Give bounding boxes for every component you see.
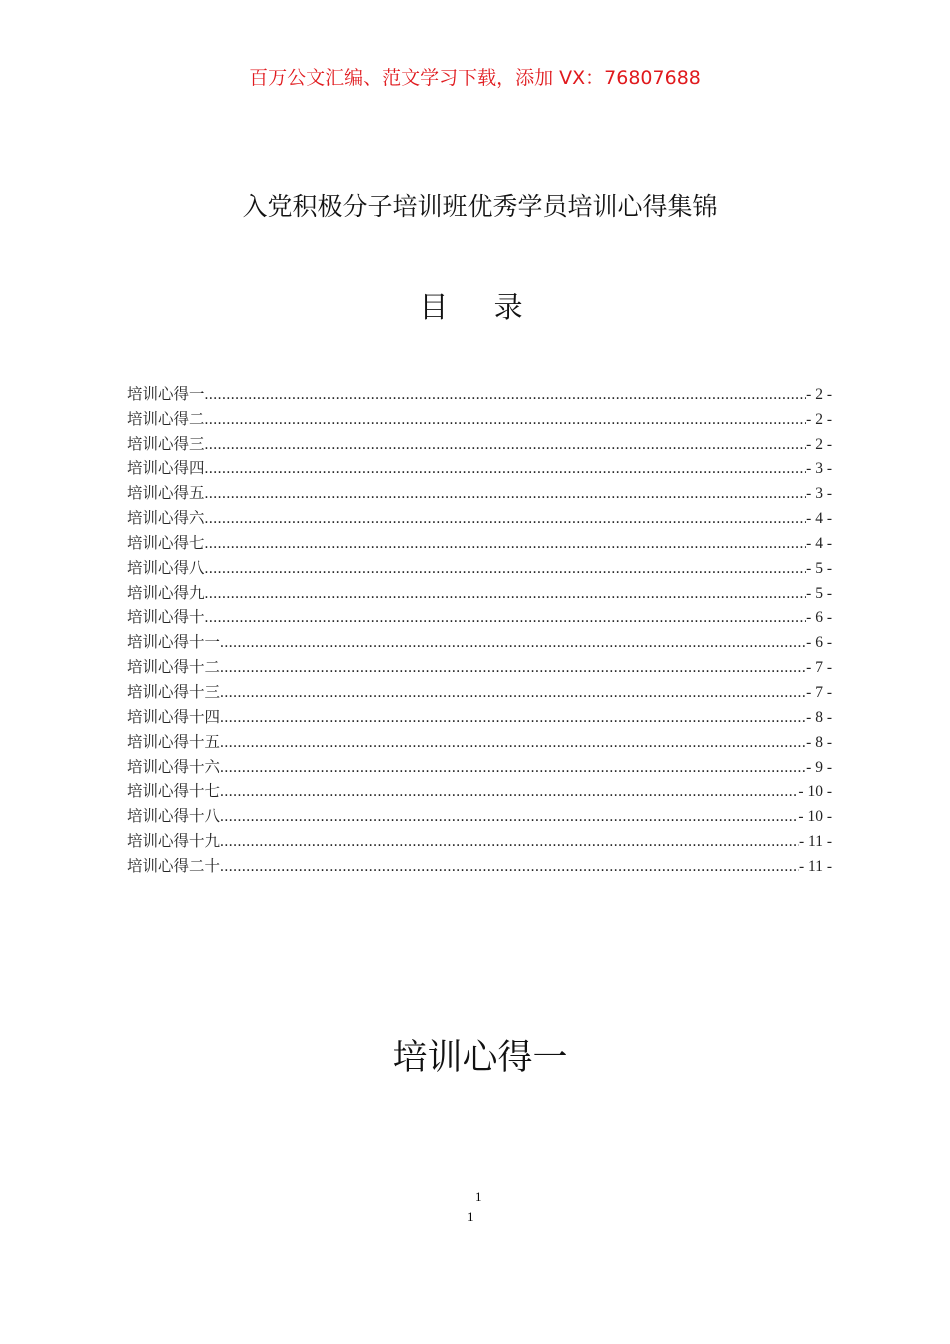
toc-entry-label: 培训心得十 bbox=[127, 609, 205, 627]
toc-entry-label: 培训心得十一 bbox=[127, 634, 221, 652]
toc-entry[interactable] bbox=[127, 627, 832, 652]
toc-entry-label: 培训心得四 bbox=[127, 460, 205, 478]
toc-leader-dots bbox=[205, 585, 807, 603]
toc-entry-label: 培训心得十二 bbox=[127, 659, 221, 677]
toc-entry-label: 培训心得十八 bbox=[127, 808, 221, 826]
toc-entry-page: - 4 - bbox=[806, 510, 832, 528]
toc-leader-dots bbox=[205, 485, 807, 503]
toc-entry[interactable] bbox=[127, 826, 832, 851]
toc-entry[interactable] bbox=[127, 677, 832, 702]
toc-entry-label: 培训心得十四 bbox=[127, 708, 221, 726]
toc-leader-dots bbox=[220, 634, 806, 652]
toc-entry[interactable] bbox=[127, 801, 832, 826]
toc-entry[interactable] bbox=[127, 553, 832, 578]
toc-leader-dots bbox=[205, 535, 807, 553]
toc-entry-label: 培训心得二 bbox=[127, 410, 205, 428]
toc-leader-dots bbox=[205, 386, 807, 404]
toc-leader-dots bbox=[220, 783, 798, 801]
document-title: 入党积极分子培训班优秀学员培训心得集锦 bbox=[242, 192, 718, 221]
toc-leader-dots bbox=[205, 436, 807, 454]
toc-entry-label: 培训心得十三 bbox=[127, 683, 221, 701]
toc-leader-dots bbox=[220, 734, 806, 752]
toc-entry-page: - 2 - bbox=[806, 410, 832, 428]
toc-leader-dots bbox=[220, 709, 806, 727]
toc-entry[interactable] bbox=[127, 777, 832, 802]
toc-entry-label: 培训心得十六 bbox=[127, 758, 221, 776]
toc-leader-dots bbox=[220, 833, 799, 851]
toc-entry-label: 培训心得八 bbox=[127, 559, 205, 577]
toc-entry-page: - 9 - bbox=[806, 758, 832, 776]
toc-entry-label: 培训心得六 bbox=[127, 510, 205, 528]
toc-entry[interactable] bbox=[127, 652, 832, 677]
toc-entry-page: - 8 - bbox=[806, 708, 832, 726]
toc-entry-label: 培训心得十九 bbox=[127, 833, 221, 851]
toc-entry[interactable] bbox=[127, 404, 832, 429]
toc-leader-dots bbox=[205, 609, 807, 627]
toc-entry-page: - 8 - bbox=[806, 733, 832, 751]
toc-entry-page: - 5 - bbox=[806, 584, 832, 602]
toc-entry-page: - 4 - bbox=[806, 534, 832, 552]
toc-entry-page: - 6 - bbox=[806, 634, 832, 652]
toc-entry-label: 培训心得一 bbox=[127, 385, 205, 403]
toc-entry[interactable] bbox=[127, 503, 832, 528]
toc-leader-dots bbox=[205, 411, 807, 429]
toc-leader-dots bbox=[205, 460, 807, 478]
toc-entry[interactable] bbox=[127, 379, 832, 404]
toc-entry-page: - 10 - bbox=[798, 808, 832, 826]
toc-entry[interactable] bbox=[127, 578, 832, 603]
toc-entry[interactable] bbox=[127, 727, 832, 752]
toc-entry-label: 培训心得七 bbox=[127, 534, 205, 552]
toc-entry-page: - 11 - bbox=[799, 833, 832, 851]
page-number: 1 bbox=[475, 1189, 482, 1204]
toc-entry[interactable] bbox=[127, 702, 832, 727]
toc-leader-dots bbox=[220, 759, 806, 777]
table-of-contents bbox=[127, 379, 832, 876]
toc-leader-dots bbox=[220, 858, 799, 876]
toc-entry[interactable] bbox=[127, 454, 832, 479]
toc-entry-page: - 7 - bbox=[806, 659, 832, 677]
toc-leader-dots bbox=[205, 510, 807, 528]
toc-entry[interactable] bbox=[127, 851, 832, 876]
toc-entry[interactable] bbox=[127, 752, 832, 777]
toc-entry-page: - 3 - bbox=[806, 460, 832, 478]
toc-entry-page: - 2 - bbox=[806, 435, 832, 453]
toc-leader-dots bbox=[220, 808, 798, 826]
toc-entry-label: 培训心得三 bbox=[127, 435, 205, 453]
promo-banner: 百万公文汇编、范文学习下载，添加 VX：76807688 bbox=[249, 67, 701, 89]
toc-entry-page: - 11 - bbox=[799, 857, 832, 875]
toc-heading: 目 录 bbox=[419, 290, 541, 324]
toc-entry-page: - 10 - bbox=[798, 783, 832, 801]
toc-entry[interactable] bbox=[127, 603, 832, 628]
toc-entry-page: - 5 - bbox=[806, 559, 832, 577]
toc-entry-page: - 7 - bbox=[806, 683, 832, 701]
toc-leader-dots bbox=[220, 659, 806, 677]
toc-leader-dots bbox=[220, 684, 806, 702]
toc-entry-page: - 6 - bbox=[806, 609, 832, 627]
page-number-secondary: 1 bbox=[467, 1209, 474, 1224]
toc-entry-label: 培训心得十五 bbox=[127, 733, 221, 751]
toc-entry[interactable] bbox=[127, 478, 832, 503]
toc-entry-label: 培训心得九 bbox=[127, 584, 205, 602]
toc-entry-page: - 2 - bbox=[806, 385, 832, 403]
toc-entry[interactable] bbox=[127, 528, 832, 553]
toc-entry[interactable] bbox=[127, 429, 832, 454]
toc-entry-label: 培训心得二十 bbox=[127, 857, 221, 875]
toc-entry-label: 培训心得十七 bbox=[127, 783, 221, 801]
toc-entry-label: 培训心得五 bbox=[127, 485, 205, 503]
toc-leader-dots bbox=[205, 560, 807, 578]
toc-entry-page: - 3 - bbox=[806, 485, 832, 503]
section-heading: 培训心得一 bbox=[392, 1038, 568, 1078]
